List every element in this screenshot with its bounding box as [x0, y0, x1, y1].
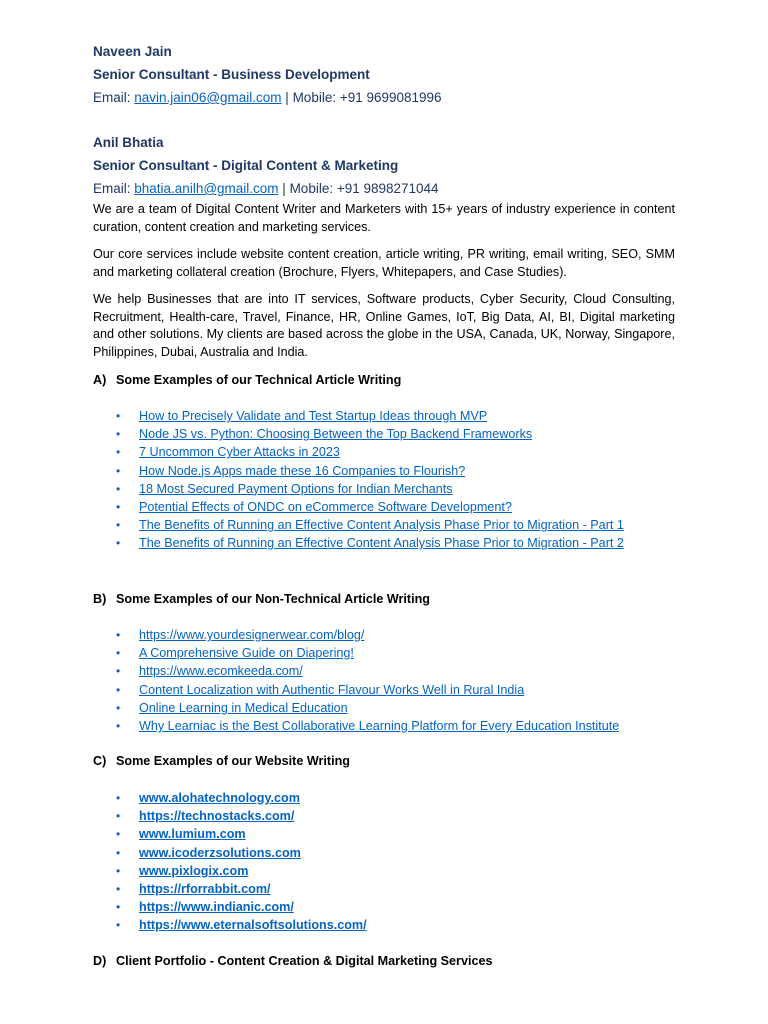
separator: | [278, 181, 290, 196]
bullet-icon: • [116, 536, 121, 551]
list-item [113, 862, 367, 880]
list-item [113, 844, 367, 862]
list-item [113, 717, 619, 735]
bullet-icon: • [116, 863, 121, 878]
section-heading-d [93, 952, 492, 970]
list-item [113, 443, 624, 461]
contact-role: Senior Consultant - Business Development [93, 67, 370, 82]
list-item [113, 681, 619, 699]
list-item [113, 898, 367, 916]
article-link[interactable]: How Node.js Apps made these 16 Companies to Flourish? [139, 463, 466, 478]
contact-name: Anil Bhatia [93, 135, 164, 150]
bullet-icon: • [116, 882, 121, 897]
section-letter: A) [93, 373, 107, 387]
list-item [113, 880, 367, 898]
section-title: Client Portfolio - Content Creation & Digital Marketing Services [116, 954, 493, 968]
website-link[interactable]: www.pixlogix.com [139, 863, 249, 878]
bullet-icon: • [116, 427, 121, 442]
article-link[interactable]: 18 Most Secured Payment Options for Indian Merchants [139, 481, 453, 496]
article-link[interactable]: The Benefits of Running an Effective Content Analysis Phase Prior to Migration - Part 1 [139, 518, 624, 533]
bullet-icon: • [116, 682, 121, 697]
website-link[interactable]: https://rforrabbit.com/ [139, 882, 271, 897]
list-item [113, 462, 624, 480]
bullet-icon: • [116, 646, 121, 661]
bullet-icon: • [116, 900, 121, 915]
email-label: Email: [93, 90, 135, 105]
section-title: Some Examples of our Non-Technical Article Writing [116, 592, 430, 606]
article-link[interactable]: 7 Uncommon Cyber Attacks in 2023 [139, 445, 340, 460]
bullet-icon: • [116, 500, 121, 515]
intro-paragraph: Our core services include website content creation, article writing, PR writing, email writing, SEO, SMM and marketing collateral creation (Brochure, Flyers, Whitepapers, and Case Studies). [93, 247, 675, 279]
bullet-icon: • [116, 918, 121, 933]
website-link[interactable]: www.icoderzsolutions.com [139, 845, 301, 860]
bullet-icon: • [116, 664, 121, 679]
contact-anil [93, 131, 693, 200]
section-title: Some Examples of our Website Writing [116, 754, 350, 768]
list-item [113, 480, 624, 498]
section-heading-b [93, 590, 430, 608]
website-link[interactable]: www.lumium.com [139, 827, 246, 842]
list-item [113, 534, 624, 552]
list-item [113, 516, 624, 534]
bullet-icon: • [116, 845, 121, 860]
list-item [113, 807, 367, 825]
mobile-number: Mobile: +91 9898271044 [289, 181, 439, 196]
article-link[interactable]: Online Learning in Medical Education [139, 700, 348, 715]
email-label: Email: [93, 181, 135, 196]
website-link[interactable]: https://technostacks.com/ [139, 809, 295, 824]
contact-email-line [93, 177, 693, 200]
website-link[interactable]: https://www.indianic.com/ [139, 900, 294, 915]
article-link[interactable]: https://www.yourdesignerwear.com/blog/ [139, 628, 365, 642]
list-item [113, 498, 624, 516]
article-link[interactable]: Content Localization with Authentic Flavour Works Well in Rural India [139, 682, 525, 697]
list-item [113, 916, 367, 934]
article-link[interactable]: Potential Effects of ONDC on eCommerce Software Development? [139, 500, 512, 515]
bullet-icon: • [116, 628, 121, 642]
list-item [113, 662, 619, 680]
section-letter: D) [93, 954, 107, 968]
section-letter: C) [93, 754, 107, 768]
contact-role: Senior Consultant - Digital Content & Marketing [93, 158, 399, 173]
bullet-icon: • [116, 409, 121, 423]
article-link[interactable]: A Comprehensive Guide on Diapering! [139, 646, 354, 661]
intro-paragraph: We help Businesses that are into IT services, Software products, Cyber Security, Cloud Consulting, Recruitment, Health-care, Travel, Finance, HR, Online Games, IoT, Big Data, AI, BI, Digital marketing and other solutions. My clients are based across the globe in the USA, Canada, UK, Norway, Singapore, Philippines, Dubai, Australia and India. [93, 292, 675, 359]
section-letter: B) [93, 592, 107, 606]
website-link[interactable]: www.alohatechnology.com [139, 791, 300, 805]
section-title: Some Examples of our Technical Article Writing [116, 373, 402, 387]
article-link[interactable]: https://www.ecomkeeda.com/ [139, 664, 303, 679]
separator: | [281, 90, 293, 105]
list-item [113, 699, 619, 717]
website-writing-list [113, 789, 367, 935]
bullet-icon: • [116, 481, 121, 496]
bullet-icon: • [116, 445, 121, 460]
list-item [113, 425, 624, 443]
intro-paragraph: We are a team of Digital Content Writer and Marketers with 15+ years of industry experience in content curation, content creation and marketing services. [93, 202, 675, 234]
bullet-icon: • [116, 827, 121, 842]
article-link[interactable]: Node JS vs. Python: Choosing Between the Top Backend Frameworks [139, 427, 533, 442]
list-item [113, 626, 619, 644]
email-link[interactable]: bhatia.anilh@gmail.com [134, 181, 279, 196]
article-link[interactable]: How to Precisely Validate and Test Startup Ideas through MVP [139, 409, 488, 423]
article-link[interactable]: Why Learniac is the Best Collaborative Learning Platform for Every Education Institute [139, 719, 620, 734]
bullet-icon: • [116, 463, 121, 478]
technical-article-list [113, 407, 624, 553]
section-heading-a [93, 371, 401, 389]
contact-email-line [93, 86, 693, 109]
section-heading-c [93, 752, 350, 770]
list-item [113, 825, 367, 843]
article-link[interactable]: The Benefits of Running an Effective Content Analysis Phase Prior to Migration - Part 2 [139, 536, 624, 551]
bullet-icon: • [116, 518, 121, 533]
website-link[interactable]: https://www.eternalsoftsolutions.com/ [139, 918, 367, 933]
non-technical-article-list [113, 626, 619, 735]
list-item [113, 644, 619, 662]
mobile-number: Mobile: +91 9699081996 [292, 90, 442, 105]
email-link[interactable]: navin.jain06@gmail.com [134, 90, 282, 105]
bullet-icon: • [116, 791, 121, 805]
bullet-icon: • [116, 700, 121, 715]
bullet-icon: • [116, 719, 121, 734]
list-item [113, 407, 624, 425]
contact-name: Naveen Jain [93, 44, 172, 59]
list-item [113, 789, 367, 807]
bullet-icon: • [116, 809, 121, 824]
contact-naveen [93, 40, 693, 109]
